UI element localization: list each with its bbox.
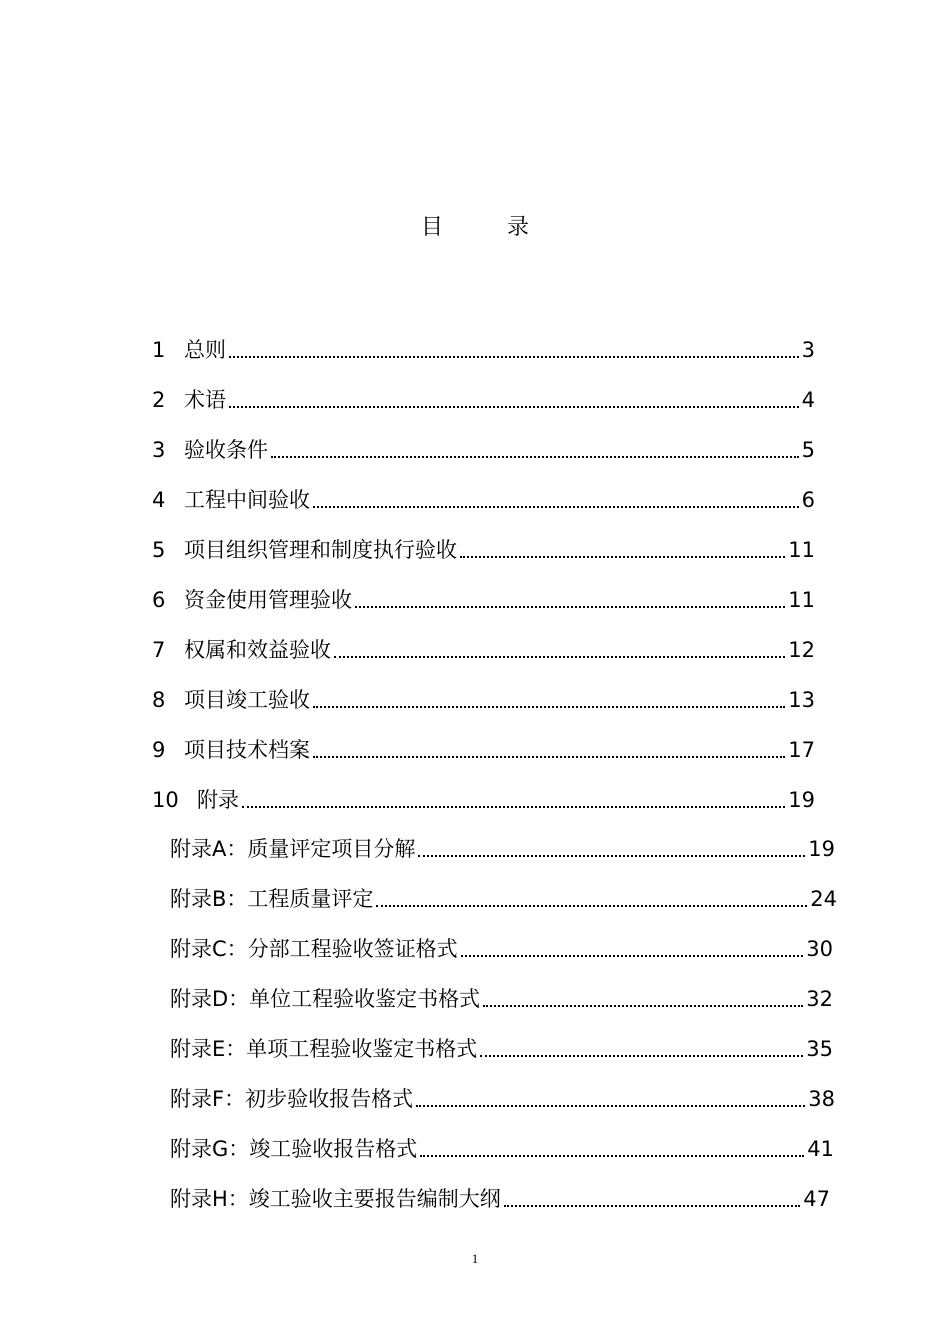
toc-entry-3[interactable] — [152, 433, 815, 467]
toc-entry-number: 1 — [152, 338, 166, 362]
toc-entry-label: 工程中间验收 — [184, 488, 310, 512]
toc-entry-page: 47 — [803, 1187, 830, 1211]
toc-entry-number: 3 — [152, 438, 166, 462]
toc-entry-page: 32 — [806, 987, 833, 1011]
toc-entry-number: 9 — [152, 738, 166, 762]
toc-dot-leader — [376, 899, 807, 907]
toc-dot-leader — [229, 350, 799, 358]
toc-dot-leader — [420, 1149, 804, 1157]
toc-entry-8[interactable] — [152, 683, 815, 717]
toc-entry-label: 附录E：单项工程验收鉴定书格式 — [170, 1037, 478, 1061]
toc-entry-6[interactable] — [152, 583, 815, 617]
toc-entry-page: 41 — [807, 1137, 834, 1161]
toc-entry-appendix-h[interactable] — [170, 1182, 830, 1216]
toc-entry-number: 6 — [152, 588, 166, 612]
toc-entry-label: 附录H：竣工验收主要报告编制大纲 — [170, 1187, 501, 1211]
toc-entry-label: 权属和效益验收 — [184, 638, 331, 662]
toc-title-char-1: 目 — [420, 215, 443, 240]
toc-title — [0, 210, 950, 241]
toc-entry-label: 验收条件 — [184, 438, 268, 462]
toc-entry-page: 35 — [806, 1037, 833, 1061]
toc-entry-page: 13 — [788, 688, 815, 712]
toc-dot-leader — [242, 800, 785, 808]
toc-entry-9[interactable] — [152, 733, 815, 767]
toc-dot-leader — [483, 999, 803, 1007]
toc-entry-page: 5 — [801, 438, 815, 462]
toc-entry-appendix-b[interactable] — [170, 882, 837, 916]
toc-entry-label: 总则 — [184, 338, 226, 362]
toc-dot-leader — [313, 500, 799, 508]
toc-entry-label: 资金使用管理验收 — [184, 588, 352, 612]
toc-entry-label: 项目技术档案 — [184, 738, 310, 762]
toc-dot-leader — [418, 849, 805, 857]
toc-entry-label: 附录D：单位工程验收鉴定书格式 — [170, 987, 481, 1011]
toc-entry-label: 项目组织管理和制度执行验收 — [184, 538, 457, 562]
toc-entry-7[interactable] — [152, 633, 815, 667]
toc-entry-page: 4 — [801, 388, 815, 412]
toc-entry-1[interactable] — [152, 333, 815, 367]
toc-dot-leader — [480, 1049, 803, 1057]
toc-entry-page: 3 — [801, 338, 815, 362]
toc-entry-label: 附录C：分部工程验收签证格式 — [170, 937, 458, 961]
toc-dot-leader — [271, 450, 799, 458]
toc-dot-leader — [461, 949, 804, 957]
toc-entry-appendix-g[interactable] — [170, 1132, 834, 1166]
toc-entry-appendix-a[interactable] — [170, 832, 835, 866]
toc-entry-page: 11 — [788, 538, 815, 562]
toc-entry-4[interactable] — [152, 483, 815, 517]
toc-entry-page: 24 — [810, 887, 837, 911]
toc-entry-number: 7 — [152, 638, 166, 662]
toc-dot-leader — [334, 650, 785, 658]
toc-entry-page: 17 — [788, 738, 815, 762]
toc-entry-page: 38 — [808, 1087, 835, 1111]
toc-entry-page: 11 — [788, 588, 815, 612]
toc-dot-leader — [313, 700, 785, 708]
toc-entry-page: 12 — [788, 638, 815, 662]
toc-entry-page: 19 — [788, 788, 815, 812]
toc-entry-page: 30 — [806, 937, 833, 961]
page-number: 1 — [471, 1251, 479, 1266]
toc-entry-number: 4 — [152, 488, 166, 512]
toc-dot-leader — [355, 600, 785, 608]
toc-entry-10[interactable] — [152, 783, 815, 817]
toc-entry-label: 附录A：质量评定项目分解 — [170, 837, 416, 861]
toc-entry-number: 2 — [152, 388, 166, 412]
toc-entry-label: 附录B：工程质量评定 — [170, 887, 374, 911]
toc-entry-number: 10 — [152, 788, 179, 812]
toc-title-char-2: 录 — [507, 215, 530, 240]
toc-entry-appendix-c[interactable] — [170, 932, 833, 966]
toc-entry-appendix-e[interactable] — [170, 1032, 833, 1066]
toc-entry-number: 5 — [152, 538, 166, 562]
toc-entry-page: 6 — [801, 488, 815, 512]
toc-entry-label: 附录G：竣工验收报告格式 — [170, 1137, 418, 1161]
toc-entry-2[interactable] — [152, 383, 815, 417]
toc-dot-leader — [313, 750, 785, 758]
toc-entry-label: 项目竣工验收 — [184, 688, 310, 712]
toc-entry-page: 19 — [808, 837, 835, 861]
toc-dot-leader — [416, 1099, 805, 1107]
toc-dot-leader — [504, 1199, 800, 1207]
toc-entry-appendix-d[interactable] — [170, 982, 833, 1016]
toc-entry-label: 附录 — [197, 788, 239, 812]
toc-dot-leader — [460, 550, 785, 558]
toc-entry-appendix-f[interactable] — [170, 1082, 835, 1116]
toc-entry-label: 附录F：初步验收报告格式 — [170, 1087, 414, 1111]
toc-dot-leader — [229, 400, 799, 408]
toc-entry-label: 术语 — [184, 388, 226, 412]
toc-entry-5[interactable] — [152, 533, 815, 567]
toc-entry-number: 8 — [152, 688, 166, 712]
